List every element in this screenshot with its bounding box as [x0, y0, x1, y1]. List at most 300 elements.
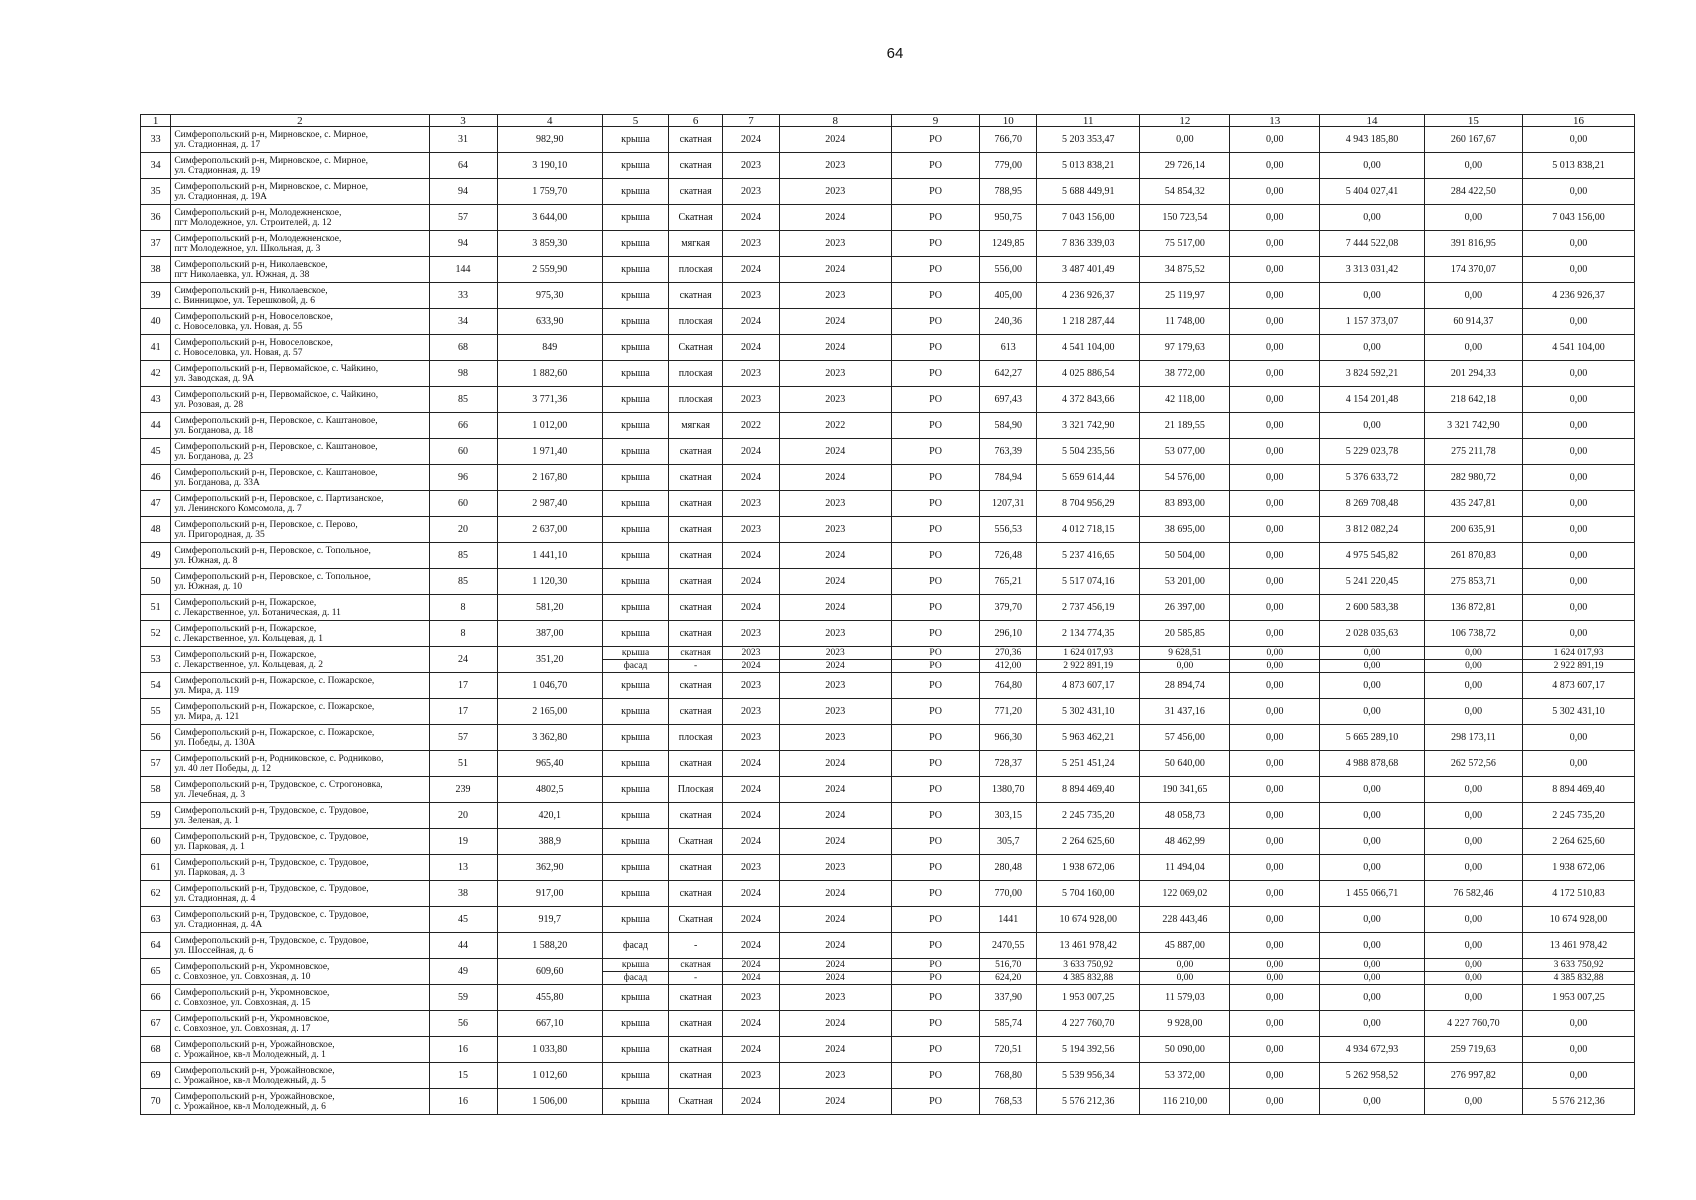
fund-regional: 4 154 201,48 — [1320, 387, 1425, 413]
apartments-count: 68 — [429, 335, 497, 361]
row-number: 36 — [141, 205, 171, 231]
roof-type: скатная — [668, 881, 722, 907]
fund-owners: 0,00 — [1523, 1011, 1635, 1037]
work-year: 2024 — [779, 205, 891, 231]
address-line: с. Новоселовка, ул. Новая, д. 57 — [174, 347, 303, 358]
row-number: 47 — [141, 491, 171, 517]
table-row — [141, 777, 1635, 803]
total-cost: 5 013 838,21 — [1036, 153, 1140, 179]
plan-year: 2023 — [723, 179, 779, 205]
row-number: 68 — [141, 1037, 171, 1063]
roof-type: скатная — [668, 1037, 722, 1063]
roof-type: скатная — [668, 127, 722, 153]
row-number: 46 — [141, 465, 171, 491]
roof-type: скатная — [668, 153, 722, 179]
program: РО — [891, 660, 980, 673]
fund-regional: 3 824 592,21 — [1320, 361, 1425, 387]
program: РО — [891, 517, 980, 543]
plan-year: 2024 — [723, 1011, 779, 1037]
address-line: Симферопольский р-н, Перовское, с. Перово, — [174, 519, 358, 530]
fund-local: 0,00 — [1424, 673, 1522, 699]
table-row — [141, 231, 1635, 257]
fund-federal: 0,00 — [1230, 569, 1320, 595]
building-area: 455,80 — [497, 985, 603, 1011]
roof-type: скатная — [668, 439, 722, 465]
program: РО — [891, 491, 980, 517]
fund-owners: 4 236 926,37 — [1523, 283, 1635, 309]
area: 763,39 — [980, 439, 1036, 465]
element: крыша — [603, 283, 669, 309]
area: 296,10 — [980, 621, 1036, 647]
plan-year: 2023 — [723, 621, 779, 647]
row-number: 62 — [141, 881, 171, 907]
address-line: ул. Стадионная, д. 19 — [174, 165, 261, 176]
total-cost: 4 385 832,88 — [1036, 972, 1140, 985]
program: РО — [891, 751, 980, 777]
address-cell — [171, 881, 429, 907]
address-line: Симферопольский р-н, Трудовское, с. Трудовое, — [174, 909, 369, 920]
apartments-count: 56 — [429, 1011, 497, 1037]
fund-regional: 0,00 — [1320, 647, 1425, 660]
program: РО — [891, 1037, 980, 1063]
plan-year: 2023 — [723, 517, 779, 543]
roof-type: плоская — [668, 387, 722, 413]
fund-local: 435 247,81 — [1424, 491, 1522, 517]
row-number: 50 — [141, 569, 171, 595]
fund-regional: 0,00 — [1320, 972, 1425, 985]
fund-owners: 0,00 — [1523, 621, 1635, 647]
area: 768,80 — [980, 1063, 1036, 1089]
fund-owners: 0,00 — [1523, 179, 1635, 205]
plan-year: 2024 — [723, 972, 779, 985]
fund-federal: 0,00 — [1230, 1063, 1320, 1089]
apartments-count: 94 — [429, 231, 497, 257]
address-line: Симферопольский р-н, Мирновское, с. Мирное, — [174, 129, 369, 140]
fund-local: 174 370,07 — [1424, 257, 1522, 283]
fund-federal: 0,00 — [1230, 855, 1320, 881]
total-cost: 5 302 431,10 — [1036, 699, 1140, 725]
fund-local: 201 294,33 — [1424, 361, 1522, 387]
area: 556,53 — [980, 517, 1036, 543]
work-year: 2023 — [779, 855, 891, 881]
table-row — [141, 569, 1635, 595]
est-cost: 9 628,51 — [1140, 647, 1230, 660]
program: РО — [891, 309, 980, 335]
program: РО — [891, 959, 980, 972]
fund-federal: 0,00 — [1230, 387, 1320, 413]
work-year: 2024 — [779, 543, 891, 569]
fund-federal: 0,00 — [1230, 725, 1320, 751]
total-cost: 1 938 672,06 — [1036, 855, 1140, 881]
fund-local: 0,00 — [1424, 985, 1522, 1011]
fund-owners: 4 541 104,00 — [1523, 335, 1635, 361]
area: 788,95 — [980, 179, 1036, 205]
fund-federal: 0,00 — [1230, 127, 1320, 153]
element: крыша — [603, 777, 669, 803]
column-header-6: 6 — [668, 115, 722, 127]
fund-owners: 0,00 — [1523, 595, 1635, 621]
fund-local: 4 227 760,70 — [1424, 1011, 1522, 1037]
table-row — [141, 491, 1635, 517]
area: 613 — [980, 335, 1036, 361]
element: крыша — [603, 127, 669, 153]
fund-federal: 0,00 — [1230, 179, 1320, 205]
column-header-16: 16 — [1523, 115, 1635, 127]
program: РО — [891, 699, 980, 725]
plan-year: 2024 — [723, 1037, 779, 1063]
plan-year: 2024 — [723, 907, 779, 933]
row-number: 55 — [141, 699, 171, 725]
roof-type: - — [668, 933, 722, 959]
row-number: 49 — [141, 543, 171, 569]
fund-owners: 0,00 — [1523, 725, 1635, 751]
program: РО — [891, 972, 980, 985]
plan-year: 2023 — [723, 725, 779, 751]
address-line: пгт Молодежное, ул. Строителей, д. 12 — [174, 217, 332, 228]
total-cost: 2 245 735,20 — [1036, 803, 1140, 829]
work-year: 2023 — [779, 387, 891, 413]
element: крыша — [603, 855, 669, 881]
table-row — [141, 127, 1635, 153]
area: 412,00 — [980, 660, 1036, 673]
work-year: 2024 — [779, 465, 891, 491]
est-cost: 122 069,02 — [1140, 881, 1230, 907]
work-year: 2024 — [779, 309, 891, 335]
total-cost: 5 539 956,34 — [1036, 1063, 1140, 1089]
address-cell — [171, 647, 429, 673]
address-line: Симферопольский р-н, Перовское, с. Каштановое, — [174, 441, 378, 452]
est-cost: 11 748,00 — [1140, 309, 1230, 335]
area: 764,80 — [980, 673, 1036, 699]
element: крыша — [603, 361, 669, 387]
element: крыша — [603, 881, 669, 907]
fund-local: 262 572,56 — [1424, 751, 1522, 777]
column-header-4: 4 — [497, 115, 603, 127]
address-line: ул. Парковая, д. 3 — [174, 867, 245, 878]
element: крыша — [603, 829, 669, 855]
column-header-9: 9 — [891, 115, 980, 127]
fund-owners: 8 894 469,40 — [1523, 777, 1635, 803]
fund-local: 275 211,78 — [1424, 439, 1522, 465]
address-cell — [171, 439, 429, 465]
apartments-count: 24 — [429, 647, 497, 673]
plan-year: 2023 — [723, 1063, 779, 1089]
fund-regional: 0,00 — [1320, 699, 1425, 725]
total-cost: 4 236 926,37 — [1036, 283, 1140, 309]
work-year: 2024 — [779, 439, 891, 465]
plan-year: 2022 — [723, 413, 779, 439]
fund-regional: 0,00 — [1320, 153, 1425, 179]
element: крыша — [603, 751, 669, 777]
area: 584,90 — [980, 413, 1036, 439]
total-cost: 4 025 886,54 — [1036, 361, 1140, 387]
program: РО — [891, 803, 980, 829]
work-year: 2024 — [779, 660, 891, 673]
program: РО — [891, 205, 980, 231]
work-year: 2024 — [779, 1089, 891, 1115]
roof-type: Скатная — [668, 829, 722, 855]
fund-local: 0,00 — [1424, 829, 1522, 855]
work-year: 2023 — [779, 283, 891, 309]
est-cost: 21 189,55 — [1140, 413, 1230, 439]
area: 1441 — [980, 907, 1036, 933]
address-cell — [171, 387, 429, 413]
est-cost: 20 585,85 — [1140, 621, 1230, 647]
address-line: Симферопольский р-н, Урожайновское, — [174, 1039, 335, 1050]
address-cell — [171, 751, 429, 777]
row-number: 70 — [141, 1089, 171, 1115]
program: РО — [891, 725, 980, 751]
apartments-count: 51 — [429, 751, 497, 777]
fund-regional: 0,00 — [1320, 907, 1425, 933]
program: РО — [891, 1011, 980, 1037]
total-cost: 2 737 456,19 — [1036, 595, 1140, 621]
roof-type: скатная — [668, 985, 722, 1011]
fund-local: 0,00 — [1424, 283, 1522, 309]
plan-year: 2024 — [723, 309, 779, 335]
fund-local: 76 582,46 — [1424, 881, 1522, 907]
row-number: 38 — [141, 257, 171, 283]
work-year: 2023 — [779, 985, 891, 1011]
row-number: 57 — [141, 751, 171, 777]
work-year: 2024 — [779, 907, 891, 933]
building-area: 420,1 — [497, 803, 603, 829]
work-year: 2024 — [779, 972, 891, 985]
work-year: 2023 — [779, 231, 891, 257]
address-line: Симферопольский р-н, Перовское, с. Каштановое, — [174, 415, 378, 426]
table-row — [141, 257, 1635, 283]
total-cost: 5 194 392,56 — [1036, 1037, 1140, 1063]
apartments-count: 85 — [429, 543, 497, 569]
address-line: Симферопольский р-н, Пожарское, — [174, 597, 317, 608]
table-row — [141, 907, 1635, 933]
fund-regional: 0,00 — [1320, 660, 1425, 673]
total-cost: 2 134 774,35 — [1036, 621, 1140, 647]
row-number: 69 — [141, 1063, 171, 1089]
total-cost: 8 894 469,40 — [1036, 777, 1140, 803]
address-line: Симферопольский р-н, Молодежненское, — [174, 233, 342, 244]
fund-owners: 1 938 672,06 — [1523, 855, 1635, 881]
fund-owners: 0,00 — [1523, 1063, 1635, 1089]
program: РО — [891, 907, 980, 933]
plan-year: 2023 — [723, 153, 779, 179]
building-area: 1 588,20 — [497, 933, 603, 959]
work-year: 2024 — [779, 803, 891, 829]
fund-federal: 0,00 — [1230, 660, 1320, 673]
work-year: 2023 — [779, 699, 891, 725]
total-cost: 5 688 449,91 — [1036, 179, 1140, 205]
area: 770,00 — [980, 881, 1036, 907]
address-line: с. Новоселовка, ул. Новая, д. 55 — [174, 321, 303, 332]
element: крыша — [603, 179, 669, 205]
element: фасад — [603, 972, 669, 985]
address-line: Симферопольский р-н, Пожарское, с. Пожарское, — [174, 675, 375, 686]
building-area: 667,10 — [497, 1011, 603, 1037]
roof-type: скатная — [668, 465, 722, 491]
table-row — [141, 1011, 1635, 1037]
work-year: 2023 — [779, 725, 891, 751]
total-cost: 1 218 287,44 — [1036, 309, 1140, 335]
fund-local: 3 321 742,90 — [1424, 413, 1522, 439]
fund-local: 0,00 — [1424, 803, 1522, 829]
apartments-count: 20 — [429, 517, 497, 543]
building-area: 581,20 — [497, 595, 603, 621]
element: крыша — [603, 1063, 669, 1089]
plan-year: 2024 — [723, 881, 779, 907]
row-number: 41 — [141, 335, 171, 361]
row-number: 40 — [141, 309, 171, 335]
address-line: Симферопольский р-н, Родниковское, с. Родниково, — [174, 753, 384, 764]
row-number: 39 — [141, 283, 171, 309]
work-year: 2024 — [779, 257, 891, 283]
address-line: ул. Богданова, д. 33А — [174, 477, 260, 488]
column-header-8: 8 — [779, 115, 891, 127]
fund-federal: 0,00 — [1230, 465, 1320, 491]
building-area: 982,90 — [497, 127, 603, 153]
fund-federal: 0,00 — [1230, 491, 1320, 517]
work-year: 2023 — [779, 1063, 891, 1089]
program: РО — [891, 387, 980, 413]
building-area: 633,90 — [497, 309, 603, 335]
apartments-count: 85 — [429, 387, 497, 413]
roof-type: скатная — [668, 179, 722, 205]
est-cost: 83 893,00 — [1140, 491, 1230, 517]
fund-local: 0,00 — [1424, 205, 1522, 231]
work-year: 2023 — [779, 361, 891, 387]
apartments-count: 16 — [429, 1037, 497, 1063]
address-cell — [171, 725, 429, 751]
apartments-count: 20 — [429, 803, 497, 829]
element: крыша — [603, 959, 669, 972]
fund-owners: 5 302 431,10 — [1523, 699, 1635, 725]
fund-federal: 0,00 — [1230, 231, 1320, 257]
apartments-count: 44 — [429, 933, 497, 959]
fund-federal: 0,00 — [1230, 972, 1320, 985]
fund-owners: 7 043 156,00 — [1523, 205, 1635, 231]
row-number: 65 — [141, 959, 171, 985]
fund-local: 0,00 — [1424, 1089, 1522, 1115]
element: крыша — [603, 335, 669, 361]
plan-year: 2024 — [723, 829, 779, 855]
fund-regional: 1 157 373,07 — [1320, 309, 1425, 335]
total-cost: 13 461 978,42 — [1036, 933, 1140, 959]
area: 270,36 — [980, 647, 1036, 660]
column-header-15: 15 — [1424, 115, 1522, 127]
total-cost: 5 704 160,00 — [1036, 881, 1140, 907]
plan-year: 2024 — [723, 777, 779, 803]
building-area: 2 637,00 — [497, 517, 603, 543]
work-year: 2022 — [779, 413, 891, 439]
address-cell — [171, 1011, 429, 1037]
address-line: Симферопольский р-н, Трудовское, с. Трудовое, — [174, 857, 369, 868]
plan-year: 2024 — [723, 335, 779, 361]
fund-owners: 4 385 832,88 — [1523, 972, 1635, 985]
area: 1249,85 — [980, 231, 1036, 257]
area: 516,70 — [980, 959, 1036, 972]
address-line: Симферопольский р-н, Николаевское, — [174, 259, 328, 270]
apartments-count: 34 — [429, 309, 497, 335]
fund-local: 0,00 — [1424, 959, 1522, 972]
area: 305,7 — [980, 829, 1036, 855]
total-cost: 4 012 718,15 — [1036, 517, 1140, 543]
address-line: Симферопольский р-н, Перовское, с. Каштановое, — [174, 467, 378, 478]
fund-owners: 0,00 — [1523, 257, 1635, 283]
fund-federal: 0,00 — [1230, 413, 1320, 439]
fund-owners: 0,00 — [1523, 361, 1635, 387]
address-cell — [171, 959, 429, 985]
roof-type: плоская — [668, 725, 722, 751]
address-cell — [171, 179, 429, 205]
fund-federal: 0,00 — [1230, 361, 1320, 387]
area: 697,43 — [980, 387, 1036, 413]
est-cost: 48 462,99 — [1140, 829, 1230, 855]
program: РО — [891, 569, 980, 595]
est-cost: 45 887,00 — [1140, 933, 1230, 959]
program: РО — [891, 621, 980, 647]
table-row — [141, 1063, 1635, 1089]
apartments-count: 13 — [429, 855, 497, 881]
area: 765,21 — [980, 569, 1036, 595]
row-number: 43 — [141, 387, 171, 413]
address-line: с. Урожайное, кв-л Молодежный, д. 6 — [174, 1101, 326, 1112]
table-row — [141, 309, 1635, 335]
fund-regional: 3 313 031,42 — [1320, 257, 1425, 283]
fund-regional: 5 404 027,41 — [1320, 179, 1425, 205]
roof-type: скатная — [668, 283, 722, 309]
address-line: с. Винницкое, ул. Терешковой, д. 6 — [174, 295, 315, 306]
plan-year: 2024 — [723, 439, 779, 465]
work-year: 2024 — [779, 1037, 891, 1063]
element: крыша — [603, 153, 669, 179]
roof-type: скатная — [668, 699, 722, 725]
address-cell — [171, 985, 429, 1011]
address-cell — [171, 829, 429, 855]
plan-year: 2024 — [723, 803, 779, 829]
address-cell — [171, 595, 429, 621]
apartments-count: 94 — [429, 179, 497, 205]
fund-federal: 0,00 — [1230, 153, 1320, 179]
fund-owners: 0,00 — [1523, 231, 1635, 257]
program: РО — [891, 855, 980, 881]
fund-federal: 0,00 — [1230, 933, 1320, 959]
address-line: с. Урожайное, кв-л Молодежный, д. 5 — [174, 1075, 326, 1086]
apartments-count: 66 — [429, 413, 497, 439]
total-cost: 4 541 104,00 — [1036, 335, 1140, 361]
area: 771,20 — [980, 699, 1036, 725]
row-number: 54 — [141, 673, 171, 699]
total-cost: 7 836 339,03 — [1036, 231, 1140, 257]
address-cell — [171, 1063, 429, 1089]
building-area: 1 759,70 — [497, 179, 603, 205]
program: РО — [891, 361, 980, 387]
plan-year: 2024 — [723, 205, 779, 231]
table-row — [141, 439, 1635, 465]
address-cell — [171, 231, 429, 257]
fund-federal: 0,00 — [1230, 777, 1320, 803]
address-line: Симферопольский р-н, Трудовское, с. Трудовое, — [174, 805, 369, 816]
roof-type: Скатная — [668, 907, 722, 933]
roof-type: мягкая — [668, 231, 722, 257]
roof-type: скатная — [668, 647, 722, 660]
fund-regional: 4 975 545,82 — [1320, 543, 1425, 569]
row-number: 58 — [141, 777, 171, 803]
address-cell — [171, 465, 429, 491]
address-line: ул. 40 лет Победы, д. 12 — [174, 763, 271, 774]
element: крыша — [603, 907, 669, 933]
address-line: ул. Ленинского Комсомола, д. 7 — [174, 503, 302, 514]
apartments-count: 8 — [429, 595, 497, 621]
fund-owners: 0,00 — [1523, 517, 1635, 543]
